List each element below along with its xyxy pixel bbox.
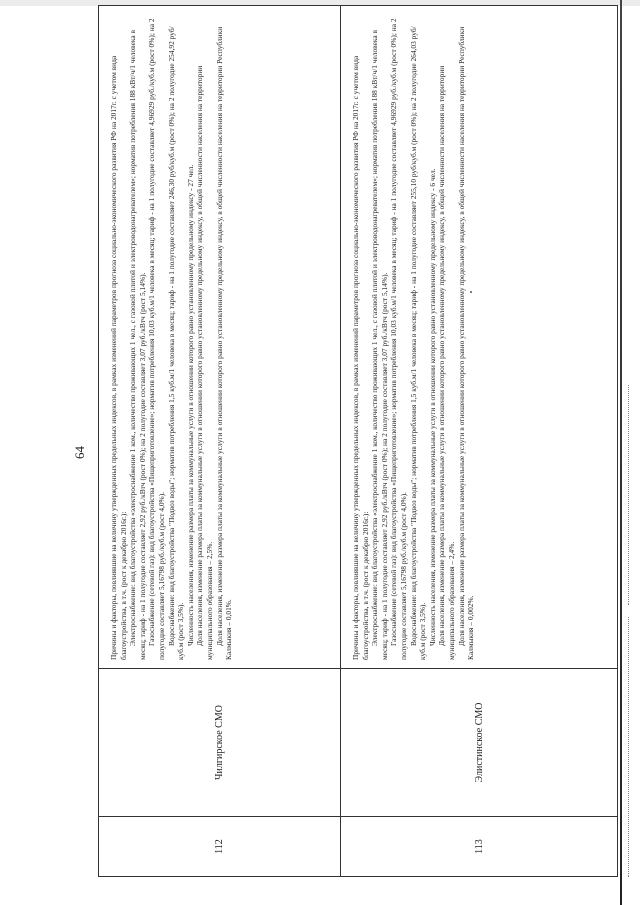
- paragraph: Газоснабжение (сетевой газ): вид благоустройства «Пищеприготовление»; норматив потребления 10,03 куб.м/1 человека в месяц; тариф - на 1 полугодие составляет 4,96929 руб./куб.м (рост 0%); на 2 полугодие составляет 5,16798 руб./куб.м (рост 4,0%).: [147, 18, 166, 660]
- paragraph: Водоснабжение: вид благоустройства "Подвоз воды"; норматив потребления 1,5 куб.м/1 человека в месяц; тариф - на 1 полугодие составляет 255,10 руб/куб.м (рост 0%); на 2 полугодие 264,03 руб/куб.м (рост 3,5%).: [408, 26, 428, 660]
- paragraph: Численность населения, изменение размера платы за коммунальные услуги в отношении которого равно установленному предельному индексу - 27 чел.: [185, 164, 195, 646]
- paragraph: Газоснабжение (сетевой газ): вид благоустройства «Пищеприготовление»; норматив потребления 10,03 куб.м/1 человека в месяц; тариф - на 1 полугодие составляет 4,96929 руб./куб.м (рост 0%); на 2 полугодие составляет 5,16798 руб./куб.м (рост 4,0%).: [389, 18, 408, 660]
- scan-dotted-line: [628, 617, 629, 877]
- scan-dotted-line: [628, 385, 629, 605]
- description-cell: [99, 6, 341, 669]
- paragraph: Доля населения, изменение размера платы за коммунальные услуги в отношении которого равно установленному предельному индексу, в общей численности населения на территории Республики Калмыкия – 0,002%.: [456, 26, 476, 660]
- paragraph: Водоснабжение: вид благоустройства "Подвоз воды"; норматив потребления 1,5 куб.м/1 человека в месяц; тариф - на 1 полугодие составляет 246,30 руб/куб.м (рост 0%); на 2 полугодие 254,92 руб/куб.м (рост 3,5%).: [166, 26, 186, 660]
- description-cell: [341, 6, 618, 669]
- paragraph: Электроснабжение: вид благоустройства «электроснабжение 1 ком., количество проживающих 1 чел., с газовой плитой и электроводонагревателем»; норматив потребления 188 кВт/ч/1 человека в месяц; тариф - на 1 полугодие составляет 2,92 руб./кВтч (рост 0%); на 2 полугодие составляет 3,07 руб./кВтч (рост 5,14%).: [370, 29, 389, 660]
- page-number: 64: [72, 446, 87, 459]
- municipality-name: Элистинское СМО: [341, 669, 618, 817]
- row-number: 113: [341, 817, 618, 877]
- table-row: [99, 6, 341, 877]
- row-number: 112: [99, 817, 341, 877]
- table-row: [341, 6, 618, 877]
- municipality-table: [98, 5, 618, 877]
- scan-speck: [470, 291, 472, 293]
- paragraph: Электроснабжение: вид благоустройства «электроснабжение 1 ком., количество проживающих 1 чел., с газовой плитой и электроводонагревателем»; норматив потребления 188 кВт/ч/1 человека в месяц; тариф - на 1 полугодие составляет 2,92 руб./кВтч (рост 0%); на 2 полугодие составляет 3,07 руб./кВтч (рост 5,14%).: [128, 29, 147, 660]
- paragraph: Доля населения, изменение размера платы за коммунальные услуги в отношении которого равно установленному предельному индексу, в общей численности населения на территории муниципального образования – 2,4%.: [437, 65, 456, 660]
- municipality-name: Чилгирское СМО: [99, 669, 341, 817]
- paragraph: Причины и факторы, повлиявшие на величину утвержденных предельных индексов, в рамках изменений параметров прогноза социально-экономического развития РФ на 2017г. с учетом вида благоустройства, в т.ч. (рост к декабрю 2016г.):: [109, 55, 128, 660]
- paragraph: Доля населения, изменение размера платы за коммунальные услуги в отношении которого равно установленному предельному индексу, в общей численности населения на территории муниципального образования – 2,5%.: [195, 65, 214, 660]
- paragraph: Причины и факторы, повлиявшие на величину утвержденных предельных индексов, в рамках изменений параметров прогноза социально-экономического развития РФ на 2017г. с учетом вида благоустройства, в т.ч. (рост к декабрю 2016г.):: [351, 55, 370, 660]
- paragraph: Численность населения, изменение размера платы за коммунальные услуги в отношении которого равно установленному предельному индексу - 6 чел.: [427, 168, 437, 646]
- paragraph: Доля населения, изменение размера платы за коммунальные услуги в отношении которого равно установленному предельному индексу, в общей численности населения на территории Республики Калмыкия – 0,01%.: [214, 26, 234, 660]
